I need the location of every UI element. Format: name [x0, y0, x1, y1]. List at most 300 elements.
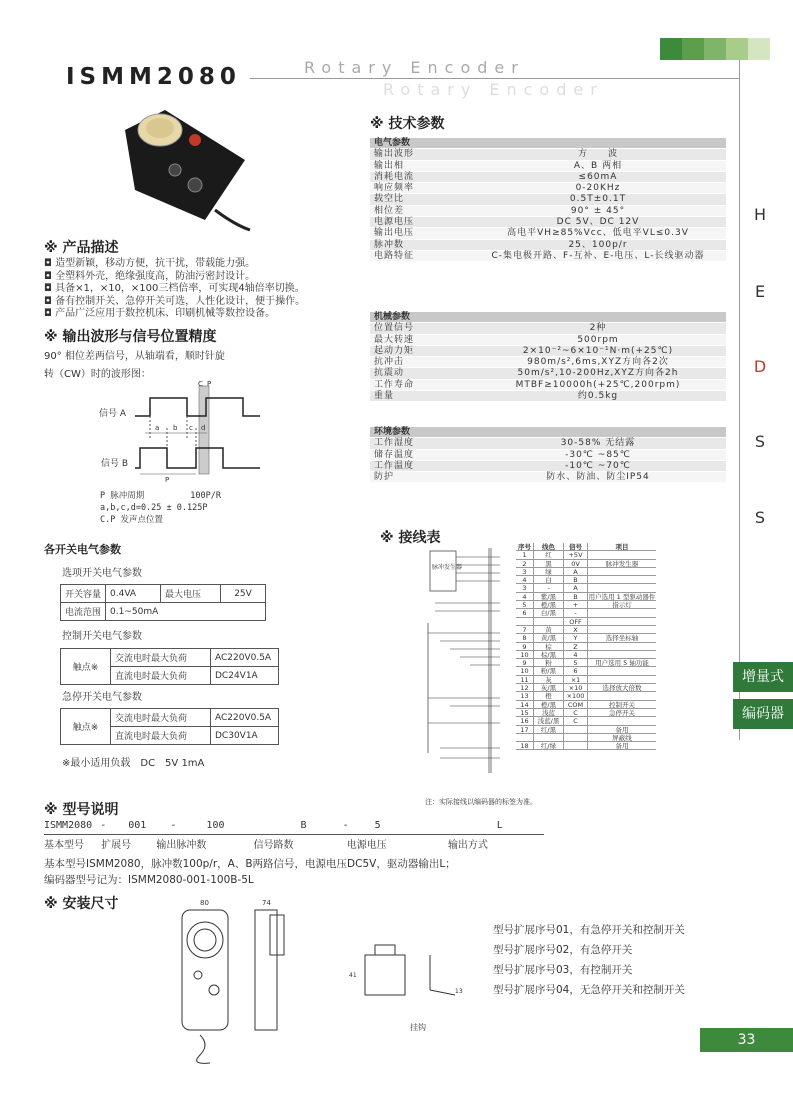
spec-row: [370, 450, 726, 461]
wiring-cell: 棕/黑: [534, 651, 564, 658]
wiring-cell: [588, 717, 656, 724]
wiring-cell: B: [564, 593, 588, 600]
wiring-cell: +: [564, 601, 588, 608]
label-d: d: [201, 424, 206, 432]
spec-key: 电源电压: [374, 217, 415, 228]
wiring-cell: [588, 618, 656, 625]
wiring-cell: 13: [516, 692, 534, 699]
extension-item: 型号扩展序号04，无急停开关和控制开关: [493, 984, 685, 996]
spec-row: [370, 472, 726, 483]
color-block: [748, 38, 770, 60]
model-sep: -: [100, 820, 107, 831]
spec-row: [370, 228, 726, 239]
wiring-cell: 黑: [534, 560, 564, 567]
wiring-cell: B: [564, 576, 588, 583]
model-part: L: [496, 820, 503, 831]
wiring-cell: 4: [564, 651, 588, 658]
wiring-cell: [588, 676, 656, 683]
spec-row: [370, 240, 726, 251]
wiring-cell: [534, 734, 564, 741]
wiring-row: [516, 726, 656, 734]
color-block: [682, 38, 704, 60]
wiring-row: [516, 667, 656, 675]
wiring-heading: ※ 接线表: [380, 530, 441, 546]
cell: 0.4VA: [106, 585, 161, 603]
spec-key: 防护: [374, 472, 395, 483]
spec-value: MTBF≥10000h(+25℃,200rpm): [515, 379, 681, 390]
signal-a-label: 信号 A: [99, 409, 127, 419]
spec-value: 30-58% 无结露: [560, 438, 636, 449]
waveform-note-value: 100P/R: [190, 491, 221, 501]
spec-head: 机械参数: [370, 312, 726, 323]
waveform-diagram: [95, 378, 285, 483]
model-sep: -: [170, 820, 177, 831]
cell: 最大电压: [161, 585, 221, 603]
wiring-cell: 18: [516, 742, 534, 749]
generator-label: 脉冲发生器: [432, 564, 463, 571]
cell: 交流电时最大负荷: [111, 709, 211, 727]
wiring-cell: Z: [564, 643, 588, 650]
desc-item: ◘ 备有控制开关、急停开关可选，人性化设计，便于操作。: [44, 295, 306, 307]
spec-value: DC 5V、DC 12V: [556, 217, 640, 228]
wiring-cell: 指示灯: [612, 601, 632, 610]
page-title: ISMM2080: [66, 64, 241, 90]
spec-key: 输出波形: [374, 149, 415, 160]
model-part: ISMM2080: [44, 820, 93, 831]
spec-key: 响应频率: [374, 183, 415, 194]
wiring-cell: 6: [516, 609, 534, 616]
waveform-note: C.P 发声点位置: [100, 515, 163, 525]
spec-key: 工作湿度: [374, 438, 415, 449]
wiring-cell: 灰/黑: [534, 684, 564, 691]
wiring-cell: 红/黑: [534, 726, 564, 733]
wiring-cell: 14: [516, 701, 534, 708]
wiring-cell: 15: [516, 709, 534, 716]
wiring-cell: 9: [516, 659, 534, 666]
waveform-note: P 脉冲周期: [100, 491, 145, 501]
wiring-row: [516, 593, 656, 601]
select-switch-table: [60, 584, 266, 621]
spec-value: 90° ± 45°: [570, 205, 626, 216]
label-period: P: [165, 476, 170, 483]
wiring-row: [516, 551, 656, 559]
hook-drawing: [345, 935, 480, 1015]
wiring-cell: 11: [516, 676, 534, 683]
wiring-cell: 橙/黑: [534, 601, 564, 608]
extension-item: 型号扩展序号03，有控制开关: [493, 964, 633, 976]
header-cell: 序号: [516, 543, 534, 550]
product-photo: [115, 100, 255, 235]
side-divider: [739, 60, 740, 740]
wiring-row: [516, 659, 656, 667]
desc-item: ◘ 造型新颖，移动方便，抗干扰，带载能力强。: [44, 258, 256, 269]
cell: 电流范围: [61, 603, 106, 621]
wiring-note: 注：实际接线以编码器的标签为准。: [425, 798, 537, 806]
wiring-cell: 8: [516, 634, 534, 641]
header-color-blocks: [660, 38, 770, 60]
control-switch-title: 控制开关电气参数: [62, 631, 142, 642]
control-switch-table: [60, 648, 279, 685]
wiring-cell: C: [564, 717, 588, 724]
product-desc-list: [44, 258, 305, 321]
wiring-cell: 脉冲发生器: [605, 559, 639, 568]
model-part: 001: [128, 820, 147, 831]
wiring-cell: [588, 643, 656, 650]
spec-key: 最大转速: [374, 334, 415, 345]
tech-params-heading: ※ 技术参数: [370, 116, 445, 132]
wiring-cell: 备用: [615, 742, 629, 751]
wiring-cell: 棕: [534, 643, 564, 650]
spec-key: 消耗电流: [374, 171, 415, 182]
wiring-row: [516, 568, 656, 576]
spec-row: [370, 183, 726, 194]
wiring-cell: 橙/黑: [534, 701, 564, 708]
mechanical-spec-table: [370, 312, 726, 402]
spec-value: 2种: [589, 323, 607, 334]
wiring-cell: 紫/黑: [534, 593, 564, 600]
desc-item: ◘ 产品广泛应用于数控机床、印刷机械等数控设备。: [44, 308, 276, 319]
extension-item: 型号扩展序号01，有急停开关和控制开关: [493, 924, 685, 936]
model-desc-line: 编码器型号记为：ISMM2080-001-100B-5L: [44, 874, 254, 886]
cell: DC24V1A: [211, 667, 279, 685]
cell: 开关容量: [61, 585, 106, 603]
model-label: 输出方式: [447, 840, 488, 851]
model-heading: ※ 型号说明: [44, 802, 119, 818]
wiring-cell: 7: [516, 626, 534, 633]
wiring-row: [516, 692, 656, 700]
wiring-cell: -: [534, 584, 564, 591]
wiring-cell: 粉: [534, 659, 564, 666]
spec-head: 电气参数: [370, 138, 726, 149]
cell: 直流电时最大负荷: [111, 667, 211, 685]
spec-row: [370, 323, 726, 334]
wiring-cell: [516, 734, 534, 741]
label-p: P: [207, 380, 212, 388]
spec-key: 载空比: [374, 194, 405, 205]
environment-spec-table: [370, 427, 726, 483]
wiring-row: [516, 709, 656, 717]
spec-head: 环境参数: [370, 427, 726, 438]
model-desc-line: 基本型号ISMM2080，脉冲数100p/r，A、B两路信号，电源电压DC5V，驱动器输出L；: [44, 858, 456, 870]
extension-item: 型号扩展序号02，有急停开关: [493, 944, 633, 956]
wiring-row: [516, 684, 656, 692]
wiring-cell: [588, 576, 656, 583]
side-letter-s2: S: [754, 508, 766, 527]
spec-value: 2×10⁻²~6×10⁻¹N·m(+25℃): [522, 345, 674, 356]
dim-74: 74: [262, 899, 271, 907]
model-labels: [44, 836, 488, 851]
wiring-cell: 选择坐标轴: [605, 634, 639, 643]
wiring-cell: 备用: [615, 725, 629, 734]
wiring-cell: [564, 726, 588, 733]
waveform-intro-line: 转（CW）时的波形图：: [44, 369, 151, 380]
label-a: a: [155, 424, 160, 432]
model-desc: [44, 856, 456, 888]
model-label: 输出脉冲数: [156, 840, 207, 851]
wiring-cell: 6: [564, 667, 588, 674]
model-underline: [44, 834, 544, 835]
wiring-diagram: [420, 543, 516, 775]
spec-value: ≤60mA: [578, 171, 618, 182]
wiring-cell: [588, 651, 656, 658]
spec-key: 脉冲数: [374, 239, 405, 250]
spec-key: 位置信号: [374, 323, 415, 334]
side-letter-d: D: [753, 357, 767, 376]
model-label: 扩展号: [101, 840, 132, 851]
spec-key: 电路特征: [374, 250, 415, 261]
spec-row: [370, 346, 726, 357]
wiring-row: [516, 634, 656, 642]
spec-value: 500rpm: [577, 334, 619, 345]
spec-key: 工作寿命: [374, 379, 415, 390]
wiring-cell: [534, 618, 564, 625]
wiring-row: [516, 717, 656, 725]
cell: 触点※: [61, 649, 111, 685]
waveform-intro-line: 90° 相位差两信号，从轴端看，顺时针旋: [44, 351, 225, 362]
spec-value: 约0.5kg: [577, 391, 619, 402]
side-category-2: 编码器: [733, 699, 793, 729]
wiring-cell: X: [564, 626, 588, 633]
wiring-cell: 选择放大倍数: [602, 684, 642, 693]
electrical-spec-table: [370, 138, 726, 262]
wiring-cell: 用户选用 1 型驱动器件: [588, 592, 656, 601]
wiring-row: [516, 643, 656, 651]
wiring-cell: 4: [516, 593, 534, 600]
install-heading: ※ 安装尺寸: [44, 896, 119, 912]
wiring-cell: [564, 734, 588, 741]
wiring-cell: 10: [516, 667, 534, 674]
wiring-header-row: [516, 543, 656, 551]
wiring-cell: [588, 667, 656, 674]
side-category-1: 增量式: [733, 662, 793, 692]
wiring-cell: 粉/黑: [534, 667, 564, 674]
cell: 交流电时最大负荷: [111, 649, 211, 667]
spec-row: [370, 335, 726, 346]
wiring-cell: OFF: [564, 618, 588, 625]
wiring-cell: -: [564, 609, 588, 616]
spec-value: C-集电极开路、F-互补、E-电压、L-长线驱动器: [491, 250, 705, 261]
cell: 25V: [221, 585, 266, 603]
spec-value: 方 波: [577, 149, 618, 160]
spec-row: [370, 368, 726, 379]
waveform-heading: ※ 输出波形与信号位置精度: [44, 329, 217, 345]
switch-params-heading: 各开关电气参数: [44, 543, 121, 556]
front-dimension-drawing: [170, 895, 300, 1065]
waveform-note: a,b,c,d=0.25 ± 0.125P: [100, 503, 208, 513]
wiring-cell: 黄/黑: [534, 634, 564, 641]
model-part: B: [300, 820, 307, 831]
wiring-cell: 屏蔽线: [612, 733, 632, 742]
spec-key: 输出电压: [374, 228, 415, 239]
hook-label: 挂钩: [410, 1023, 426, 1032]
wiring-row: [516, 676, 656, 684]
spec-row: [370, 438, 726, 449]
wiring-cell: [588, 609, 656, 616]
wiring-cell: 灰: [534, 676, 564, 683]
spec-value: -30℃ ~85℃: [565, 449, 631, 460]
page-subtitle: Rotary Encoder: [304, 58, 525, 77]
wiring-row: [516, 742, 656, 750]
wiring-cell: [516, 618, 534, 625]
label-cc: c: [189, 424, 193, 432]
wiring-row: [516, 560, 656, 568]
wiring-row: [516, 701, 656, 709]
desc-item: ◘ 具备×1，×10，×100三档倍率，可实现4轴倍率切换。: [44, 283, 305, 294]
spec-row: [370, 206, 726, 217]
wiring-cell: A: [564, 568, 588, 575]
wiring-cell: A: [564, 584, 588, 591]
wiring-cell: 1: [516, 551, 534, 558]
wiring-row: [516, 601, 656, 609]
label-c: C: [198, 380, 203, 388]
desc-item: ◘ 全塑料外壳，绝缘强度高，防油污密封设计。: [44, 270, 256, 282]
color-block: [660, 38, 682, 60]
cell: DC30V1A: [211, 727, 279, 745]
spec-row: [370, 391, 726, 402]
wiring-cell: [588, 692, 656, 699]
wiring-row: [516, 576, 656, 584]
signal-b-label: 信号 B: [101, 459, 129, 469]
cell: 触点※: [61, 709, 111, 745]
spec-row: [370, 161, 726, 172]
wiring-cell: +5V: [564, 551, 588, 558]
header-divider: [250, 78, 740, 79]
wiring-cell: 0V: [564, 560, 588, 567]
side-letter-h: H: [753, 205, 767, 224]
wiring-cell: 3: [516, 568, 534, 575]
wiring-cell: ×10: [564, 684, 588, 691]
select-switch-title: 选项开关电气参数: [62, 568, 142, 579]
cell: AC220V0.5A: [211, 709, 279, 727]
wiring-row: [516, 734, 656, 742]
model-code-row: [44, 820, 503, 831]
wiring-cell: C: [564, 709, 588, 716]
header-cell: 信号: [564, 543, 588, 550]
side-letter-e: E: [754, 282, 766, 301]
wiring-cell: 16: [516, 717, 534, 724]
wiring-cell: 黄: [534, 626, 564, 633]
wiring-cell: 红: [534, 551, 564, 558]
spec-key: 工作温度: [374, 460, 415, 471]
spec-key: 相位差: [374, 205, 405, 216]
wiring-cell: COM: [564, 701, 588, 708]
wiring-cell: 浅蓝: [534, 709, 564, 716]
spec-key: 抗震动: [374, 368, 405, 379]
extension-list: [493, 920, 685, 1000]
model-label: 信号路数: [253, 840, 294, 851]
product-desc-heading: ※ 产品描述: [44, 240, 119, 256]
spec-key: 输出相: [374, 160, 405, 171]
wiring-row: [516, 609, 656, 617]
wiring-cell: 急停开关: [609, 708, 635, 717]
page-number: 33: [700, 1028, 793, 1052]
wiring-cell: 17: [516, 726, 534, 733]
spec-key: 储存温度: [374, 449, 415, 460]
estop-switch-table: [60, 708, 279, 745]
cell: AC220V0.5A: [211, 649, 279, 667]
wiring-cell: 3: [516, 584, 534, 591]
label-b: b: [173, 424, 178, 432]
header-cell: 项目: [615, 543, 629, 551]
waveform-notes: [100, 490, 221, 526]
switch-note: ※最小适用负载 DC 5V 1mA: [62, 758, 205, 769]
spec-value: 0-20KHz: [575, 183, 621, 194]
wiring-cell: 4: [516, 576, 534, 583]
spec-value: 50m/s²,10-200Hz,XYZ方向各2h: [517, 368, 679, 379]
wiring-row: [516, 618, 656, 626]
wiring-cell: 橙: [534, 692, 564, 699]
dim-80: 80: [200, 899, 209, 907]
wiring-cell: 5: [516, 601, 534, 608]
spec-value: 防水、防油、防尘IP54: [546, 472, 650, 483]
wiring-row: [516, 651, 656, 659]
spec-row: [370, 172, 726, 183]
wiring-cell: 浅蓝/黑: [534, 717, 564, 724]
spec-row: [370, 194, 726, 205]
wiring-cell: 绿: [534, 568, 564, 575]
dim-41: 41: [349, 972, 357, 979]
spec-value: 25、100p/r: [568, 239, 628, 250]
wiring-cell: Y: [564, 634, 588, 641]
model-part: 5: [374, 820, 381, 831]
model-sep: -: [342, 820, 349, 831]
wiring-table: [516, 543, 656, 750]
spec-row: [370, 461, 726, 472]
page-subtitle-shadow: Rotary Encoder: [383, 80, 604, 99]
spec-value: 0.5T±0.1T: [569, 194, 627, 205]
wiring-cell: 5: [564, 659, 588, 666]
spec-key: 起动力矩: [374, 345, 415, 356]
wiring-cell: 12: [516, 684, 534, 691]
model-label: 基本型号: [44, 840, 84, 851]
header-cell: 线色: [534, 543, 564, 550]
spec-value: A、B 两相: [573, 160, 623, 171]
model-part: 100: [206, 820, 225, 831]
spec-value: 980m/s²,6ms,XYZ方向各2次: [527, 357, 669, 368]
spec-value: -10℃ ~70℃: [565, 460, 631, 471]
spec-key: 抗冲击: [374, 357, 405, 368]
wiring-cell: 2: [516, 560, 534, 567]
spec-key: 重量: [374, 391, 395, 402]
wiring-cell: 红/绿: [534, 742, 564, 749]
dim-13: 13: [455, 988, 463, 995]
cell: 直流电时最大负荷: [111, 727, 211, 745]
wiring-cell: 控制开关: [609, 700, 635, 709]
wiring-cell: [588, 551, 656, 558]
wiring-cell: 白/黑: [534, 609, 564, 616]
wiring-cell: 10: [516, 651, 534, 658]
spec-value: 高电平VH≥85%Vcc、低电平VL≤0.3V: [507, 228, 689, 239]
spec-row: [370, 251, 726, 262]
wiring-row: [516, 584, 656, 592]
color-block: [726, 38, 748, 60]
side-letter-s1: S: [754, 432, 766, 451]
wiring-cell: [588, 568, 656, 575]
model-label: 电源电压: [346, 840, 387, 851]
spec-row: [370, 357, 726, 368]
wiring-cell: [588, 626, 656, 633]
wiring-cell: [588, 584, 656, 591]
color-block: [704, 38, 726, 60]
wiring-cell: [564, 742, 588, 749]
cell: 0.1~50mA: [106, 603, 266, 621]
spec-row: [370, 217, 726, 228]
wiring-cell: 9: [516, 643, 534, 650]
wiring-cell: ×1: [564, 676, 588, 683]
spec-row: [370, 380, 726, 391]
wiring-cell: ×100: [564, 692, 588, 699]
wiring-cell: 用户选用 5 轴功能: [595, 659, 649, 668]
